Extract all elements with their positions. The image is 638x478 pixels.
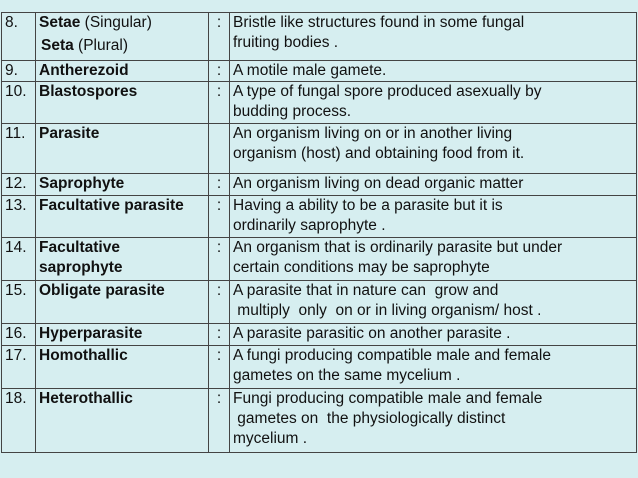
definition-cell — [230, 124, 637, 174]
term: Blastospores — [36, 82, 209, 124]
definition-cell — [230, 82, 637, 124]
definition-line: A parasite parasitic on another parasite . — [233, 325, 511, 342]
definition-line: An organism living on or in another living — [233, 125, 513, 142]
term: Antherezoid — [36, 61, 209, 82]
definition-line: A type of fungal spore produced asexually by — [233, 83, 542, 100]
row-number: 13. — [2, 196, 36, 238]
term-note: (Singular) — [80, 14, 152, 31]
definition-line: organism (host) and obtaining food from it. — [233, 145, 525, 162]
term: Parasite — [36, 124, 209, 174]
definition-line: gametes on the same mycelium . — [233, 367, 461, 384]
term: Heterothallic — [36, 389, 209, 453]
separator: : — [209, 174, 230, 196]
definition-cell — [230, 346, 637, 389]
separator: : — [209, 324, 230, 346]
definition-cell — [230, 389, 637, 453]
definition-line: fruiting bodies . — [233, 34, 339, 51]
row-number: 15. — [2, 281, 36, 324]
row-number: 14. — [2, 238, 36, 281]
term: Seta — [41, 37, 74, 54]
term: saprophyte — [39, 259, 123, 276]
table-row — [2, 389, 637, 453]
term: Hyperparasite — [36, 324, 209, 346]
term-cell — [36, 238, 209, 281]
definition-line: Having a ability to be a parasite but it is — [233, 197, 503, 214]
separator: : — [209, 389, 230, 453]
glossary-table — [1, 12, 637, 453]
table-row — [2, 61, 637, 82]
table-row — [2, 281, 637, 324]
term: Saprophyte — [36, 174, 209, 196]
table-row — [2, 124, 637, 174]
definition-cell — [230, 281, 637, 324]
table-row — [2, 174, 637, 196]
definition-line: gametes on the physiologically distinct — [233, 410, 506, 427]
row-number: 11. — [2, 124, 36, 174]
table-row — [2, 346, 637, 389]
row-number: 10. — [2, 82, 36, 124]
separator: : — [209, 238, 230, 281]
separator — [209, 124, 230, 174]
row-number: 17. — [2, 346, 36, 389]
definition-line: ordinarily saprophyte . — [233, 217, 386, 234]
definition-line: multiply only on or in living organism/ host . — [233, 302, 542, 319]
table-row — [2, 238, 637, 281]
separator: : — [209, 346, 230, 389]
table-row — [2, 324, 637, 346]
row-number: 18. — [2, 389, 36, 453]
definition-line: A fungi producing compatible male and female — [233, 347, 551, 364]
separator: : — [209, 82, 230, 124]
row-number: 16. — [2, 324, 36, 346]
separator: : — [209, 196, 230, 238]
row-number: 12. — [2, 174, 36, 196]
separator: : — [209, 61, 230, 82]
definition-line: mycelium . — [233, 430, 308, 447]
definition-line: Fungi producing compatible male and female — [233, 390, 543, 407]
term: Facultative — [39, 239, 120, 256]
definition-cell — [230, 174, 637, 196]
definition-line: An organism that is ordinarily parasite but under — [233, 239, 563, 256]
definition-cell — [230, 324, 637, 346]
definition-cell — [230, 238, 637, 281]
definition-line: certain conditions may be saprophyte — [233, 259, 490, 276]
row-number: 8. — [2, 13, 36, 61]
term: Homothallic — [36, 346, 209, 389]
definition-line: Bristle like structures found in some fungal — [233, 14, 525, 31]
definition-cell — [230, 196, 637, 238]
term-note: (Plural) — [73, 37, 129, 54]
term: Facultative parasite — [36, 196, 209, 238]
definition-line: A motile male gamete. — [233, 62, 387, 79]
definition-cell — [230, 61, 637, 82]
separator: : — [209, 13, 230, 61]
table-row — [2, 196, 637, 238]
definition-cell — [230, 13, 637, 61]
table-row — [2, 13, 637, 61]
separator: : — [209, 281, 230, 324]
definition-line: budding process. — [233, 103, 352, 120]
term-cell — [36, 13, 209, 61]
term: Obligate parasite — [36, 281, 209, 324]
definition-line: A parasite that in nature can grow and — [233, 282, 499, 299]
row-number: 9. — [2, 61, 36, 82]
definition-line: An organism living on dead organic matter — [233, 175, 524, 192]
term: Setae — [39, 14, 81, 31]
table-row — [2, 82, 637, 124]
